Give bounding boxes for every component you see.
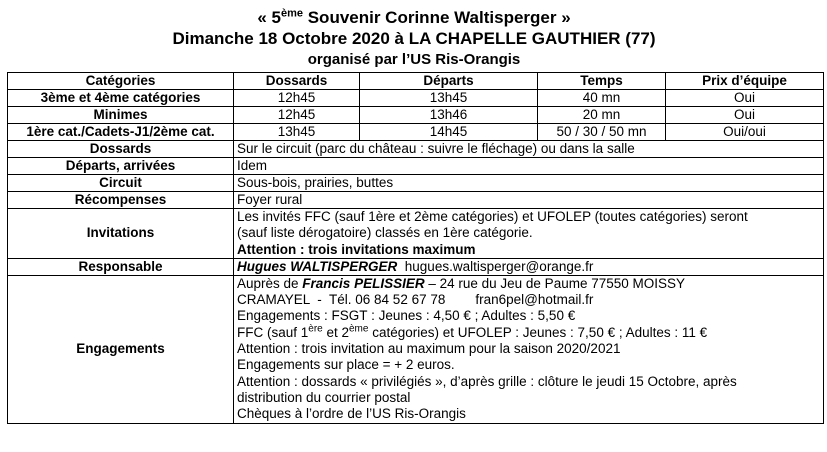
engagements-line: Attention : dossards « privilégiés », d’après grille : clôture le jeudi 15 Octobre, après: [237, 373, 737, 389]
table-row: [8, 90, 824, 107]
info-row-engagements: [8, 275, 824, 423]
info-value: [234, 209, 824, 259]
info-row-dossards: [8, 141, 824, 158]
table-row: [8, 107, 824, 124]
info-row-recompenses: [8, 192, 824, 209]
info-label: Invitations: [8, 209, 234, 259]
engagements-line: Auprès de Francis PELISSIER – 24 rue du Jeu de Paume 77550 MOISSY: [237, 275, 686, 291]
info-label: Dossards: [8, 141, 234, 158]
table-cell: 13h46: [360, 107, 538, 124]
column-header: Dossards: [234, 73, 360, 90]
table-cell: Oui: [666, 90, 824, 107]
column-header: Temps: [538, 73, 666, 90]
info-label: Circuit: [8, 175, 234, 192]
column-header: Catégories: [8, 73, 234, 90]
info-value: Sur le circuit (parc du château : suivre le fléchage) ou dans la salle: [234, 141, 824, 158]
responsable-name: Hugues WALTISPERGER: [237, 258, 398, 274]
info-row-responsable: [8, 258, 824, 275]
category-cell: Minimes: [8, 107, 234, 124]
info-label: Responsable: [8, 258, 234, 275]
info-value: Idem: [234, 158, 824, 175]
engagements-line: CRAMAYEL - Tél. 06 84 52 67 78 fran6pel@hotmail.fr: [237, 292, 594, 308]
responsable-email[interactable]: hugues.waltisperger@orange.fr: [404, 258, 594, 274]
category-cell: 3ème et 4ème catégories: [8, 90, 234, 107]
engagements-line: Attention : trois invitation au maximum pour la saison 2020/2021: [237, 341, 621, 357]
info-row-circuit: [8, 175, 824, 192]
engagements-line: Engagements sur place = + 2 euros.: [237, 357, 455, 373]
table-cell: 14h45: [360, 124, 538, 141]
info-row-invitations: [8, 209, 824, 259]
info-value: Foyer rural: [234, 192, 824, 209]
column-header: Prix d’équipe: [666, 73, 824, 90]
event-date-location: Dimanche 18 Octobre 2020 à LA CHAPELLE GAUTHIER (77): [172, 29, 656, 48]
table-cell: 50 / 30 / 50 mn: [538, 124, 666, 141]
info-label: Départs, arrivées: [8, 158, 234, 175]
event-organizer: organisé par l’US Ris-Orangis: [307, 51, 521, 68]
engagements-line: FFC (sauf 1ère et 2ème catégories) et UFOLEP : Jeunes : 7,50 € ; Adultes : 11 €: [237, 323, 708, 340]
column-header: Départs: [360, 73, 538, 90]
category-cell: 1ère cat./Cadets-J1/2ème cat.: [8, 124, 234, 141]
table-cell: 12h45: [234, 107, 360, 124]
table-cell: 20 mn: [538, 107, 666, 124]
info-label: Engagements: [8, 275, 234, 423]
engagements-line: Engagements : FSGT : Jeunes : 4,50 € ; Adultes : 5,50 €: [237, 308, 576, 324]
table-cell: 12h45: [234, 90, 360, 107]
table-header-row: [8, 73, 824, 90]
engagements-line: Chèques à l’ordre de l’US Ris-Orangis: [237, 406, 466, 422]
table-row: [8, 124, 824, 141]
engagements-line: distribution du courrier postal: [237, 389, 411, 405]
info-value: [234, 275, 824, 423]
info-row-departs: [8, 158, 824, 175]
invitations-line: (sauf liste dérogatoire) classés en 1ère catégorie.: [237, 225, 533, 241]
info-value: [234, 258, 824, 275]
event-title: « 5ème Souvenir Corinne Waltisperger »: [257, 7, 571, 27]
table-cell: 13h45: [234, 124, 360, 141]
contact-name: Francis PELISSIER: [302, 275, 425, 291]
invitations-warning: Attention : trois invitations maximum: [237, 241, 476, 257]
table-cell: Oui/oui: [666, 124, 824, 141]
table-cell: 13h45: [360, 90, 538, 107]
invitations-line: Les invités FFC (sauf 1ère et 2ème catégories) et UFOLEP (toutes catégories) seront: [237, 209, 748, 224]
info-value: Sous-bois, prairies, buttes: [234, 175, 824, 192]
event-info-table: [7, 72, 824, 424]
table-cell: Oui: [666, 107, 824, 124]
table-cell: 40 mn: [538, 90, 666, 107]
info-label: Récompenses: [8, 192, 234, 209]
